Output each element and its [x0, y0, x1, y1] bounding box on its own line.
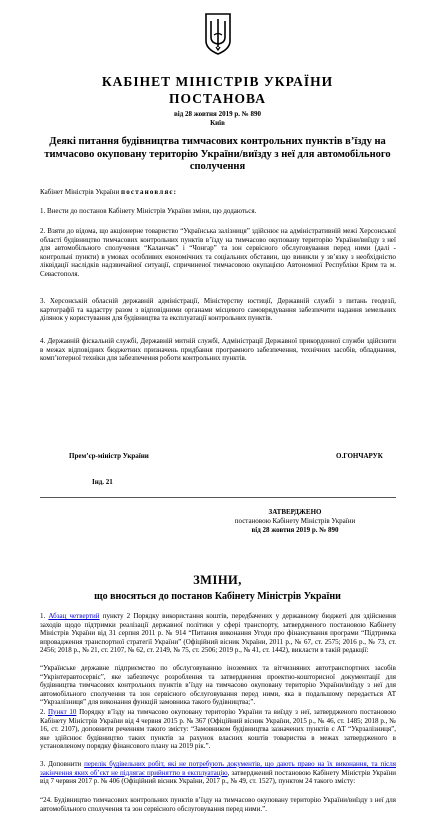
change-item-3-quote: “24. Будівництво тимчасових контрольних пунктів в’їзду на тимчасово окуповану територію України/виїзду з неї для автомобільного сполучення та зон сервісного обслуговування перед ними.”.: [40, 796, 396, 813]
change-item-1-quote: “Українське державне підприємство по обслуговуванню іноземних та вітчизняних автотранспортних засобів “Укрінтеравтосервіс”, яке забезпечує розроблення та затвердження проектно-кошторисної документації для будівництва тимчасових контрольних пунктів в’їзду на тимчасово окуповану територію України/виїзду з неї для автомобільного сполучення та зон сервісного обслуговування перед ними, яка в подальшому передається АТ “Укрзалізниця” для виконання функцій замовника такого будівництва;”.: [40, 664, 396, 707]
preamble-decision: постановляє:: [121, 188, 178, 196]
section-divider: [40, 497, 396, 498]
change-item-3-text: , затверджений постановою Кабінету Міністрів України від 7 червня 2017 р. № 406 (Офіційний вісник України, 2017 р., № 49, ст. 1527), пунктом 24 такого змісту:: [40, 768, 396, 786]
changes-subtitle: що вносяться до постанов Кабінету Міністрів України: [94, 591, 341, 602]
paragraph-4: 4. Державній фіскальній службі, Державній митній службі, Адміністрації Державної прикордонної служби здійснити в межах відповідних бюджетних призначень придбання програмного забезпечення, технічних засобів, обладнання, комп’ютерної техніки для забезпечення роботи контрольних пунктів.: [40, 337, 396, 363]
institution-heading: КАБІНЕТ МІНІСТРІВ УКРАЇНИ: [101, 74, 334, 89]
signatory-name: О.ГОНЧАРУК: [336, 452, 383, 460]
document-date-number: від 28 жовтня 2019 р. № 890: [173, 110, 262, 118]
signatory-position: Прем’єр-міністр України: [69, 452, 149, 460]
change-item-3: [40, 760, 396, 786]
change-item-3-link[interactable]: перелік будівельних робіт, які не потребують документів, що дають право на їх виконання, та після закінчення яких об’єкт не підлягає прийняттю в експлуатацію: [40, 760, 396, 777]
approval-date-number: від 28 жовтня 2019 р. № 890: [251, 526, 339, 534]
document-type-heading: ПОСТАНОВА: [169, 91, 266, 106]
document-title: Деякі питання будівництва тимчасових контрольних пунктів в’їзду на тимчасово окуповану територію України/виїзду з неї для автомобільного сполучення: [44, 136, 391, 172]
change-item-1-text: пункту 2 Порядку використання коштів, передбачених у державному бюджеті для здійснення заходів щодо підтримки реалізації державної політики у сфері транспорту, затвердженого постановою Кабінету Міністрів України від 31 серпня 2011 р. № 914 “Питання виконання Угоди про фінансування програми “Підтримка впровадження транспортної стратегії України” (Офіційний вісник України, 2011 р., № 67, ст. 2575; 2016 р., № 73, ст. 2456; 2018 р., № 21, ст. 2107, № 62, ст. 2149, № 75, ст. 2506; 2019 р., № 41, ст. 1442), викласти в такій редакції:: [40, 612, 396, 655]
paragraph-2: 2. Взяти до відома, що акціонерне товариство “Українська залізниця” здійснює на адміністративній межі Херсонської області будівництво тимчасових контрольних пунктів в’їзду на тимчасово окуповану територію України/виїзду з неї для автомобільного сполучення “Каланчак” і “Чонгар” та зон сервісного обслуговування перед ними (далі - контрольні пункти) в умовах особливих економічних та соціальних обставин, що виникли у зв’язку з необхідністю ліквідації наслідків надзвичайної ситуації, спричиненої тимчасовою окупацією Автономної Республіки Крим та м. Севастополя.: [40, 227, 396, 278]
change-item-2-link[interactable]: Пункт 10: [47, 708, 77, 716]
approval-by: постановою Кабінету Міністрів України: [234, 517, 356, 525]
trident-coat-of-arms-icon: [205, 13, 231, 55]
preamble-lead: Кабінет Міністрів України: [40, 188, 121, 196]
changes-title: ЗМІНИ,: [193, 573, 242, 587]
change-item-1-link[interactable]: Абзац четвертий: [48, 612, 100, 620]
change-item-1: [40, 612, 396, 655]
paragraph-3: 3. Херсонській обласній державній адміністрації, Міністерству юстиції, Державній службі з питань геодезії, картографії та кадастру разом з відповідними органами місцевого самоврядування забезпечити надання земельних ділянок у користування для будівництва та експлуатації контрольних пунктів.: [40, 297, 396, 323]
change-item-2-text: Порядку в’їзду на тимчасово окуповану територію України та виїзду з неї, затвердженого постановою Кабінету Міністрів України від 4 червня 2015 р. № 367 (Офіційний вісник України, 2015 р., № 46, ст. 1485; 2018 р., № 16, ст. 2107), доповнити реченням такого змісту: “Замовником будівництва зазначених пунктів є АТ “Укрзалізниця”, яке здійснює будівництво таких пунктів за рахунок власних коштів товариства в межах затвердженого в установленому порядку фінансового плану на 2019 рік.”.: [40, 708, 397, 751]
document-city: Київ: [210, 119, 225, 127]
approval-label: ЗАТВЕРДЖЕНО: [268, 508, 322, 516]
change-item-2: [40, 708, 396, 751]
document-index: Інд. 21: [92, 478, 113, 486]
change-item-2-number: 2.: [40, 708, 48, 716]
preamble: [40, 188, 396, 197]
change-item-3-number: 3. Доповнити: [40, 760, 85, 768]
change-item-1-number: 1.: [40, 612, 49, 620]
paragraph-1: 1. Внести до постанов Кабінету Міністрів України зміни, що додаються.: [40, 207, 257, 215]
